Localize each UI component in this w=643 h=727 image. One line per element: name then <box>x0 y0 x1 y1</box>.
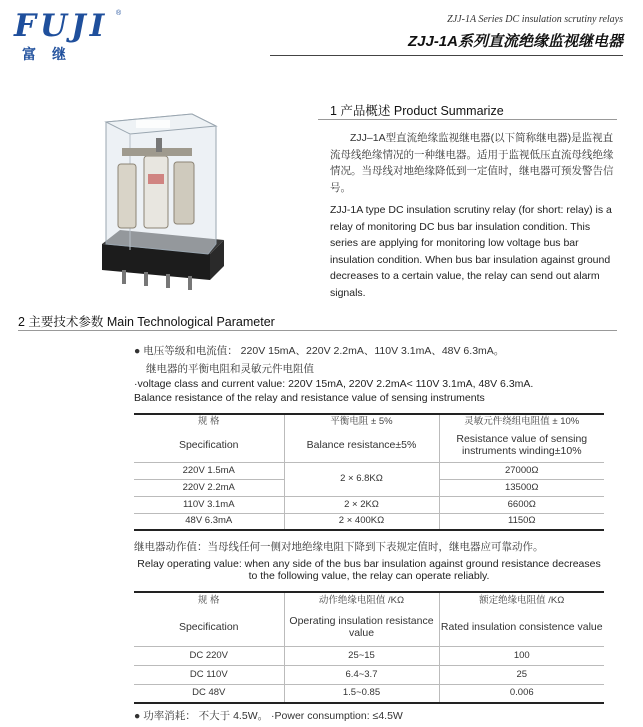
table-row <box>134 496 604 513</box>
section-2-title: 2 主要技术参数 Main Technological Parameter <box>18 315 275 329</box>
table-cell: DC 110V <box>134 665 284 684</box>
operating-value-english: Relay operating value: when any side of the bus bar insulation against ground resistance decreases to the following value, the relay can operate reliably. <box>137 558 601 582</box>
table-header-cn: 规 格 <box>134 592 284 608</box>
section-1-title: 1 产品概述 Product Summarize <box>330 104 504 118</box>
table-cell: 0.006 <box>439 684 604 703</box>
table-row <box>134 684 604 703</box>
table-header-cn: 额定绝缘电阻值 /KΩ <box>439 592 604 608</box>
table-row <box>134 513 604 530</box>
table-cell: 48V 6.3mA <box>134 513 284 530</box>
table-header-en: Operating insulation resistance value <box>284 608 439 646</box>
section-1-divider <box>318 119 617 120</box>
summary-english: ZJJ-1A type DC insulation scrutiny relay (for short: relay) is a relay of monitoring DC bus bar insulation condition. This series are applying for monitoring low voltage bus bar insulation condition. When bus bar insulation against ground decreases to a certain value, the relay can send out alarm signals. <box>330 204 612 299</box>
table-cell: 13500Ω <box>439 479 604 496</box>
power-consumption: ● 功率消耗： 不大于 4.5W。 ·Power consumption: ≤4.5W <box>134 710 403 722</box>
table-header-en: Rated insulation consistence value <box>439 608 604 646</box>
table-header-cn: 动作绝缘电阻值 /KΩ <box>284 592 439 608</box>
table-cell: 25~15 <box>284 646 439 665</box>
table-header-cn: 平衡电阻 ± 5% <box>284 414 439 428</box>
table-cell: 2 × 400KΩ <box>284 513 439 530</box>
table-header-cn: 灵敏元件绕组电阻值 ± 10% <box>439 414 604 428</box>
table-cell: 110V 3.1mA <box>134 496 284 513</box>
table-header-en: Specification <box>134 428 284 462</box>
table-cell: DC 220V <box>134 646 284 665</box>
table-row <box>134 462 604 479</box>
series-subtitle: ZJJ-1A Series DC insulation scrutiny relays <box>447 14 623 25</box>
table-header-en: Resistance value of sensing instruments winding±10% <box>439 428 604 462</box>
table-header-en: Specification <box>134 608 284 646</box>
registered-mark: ® <box>116 10 122 17</box>
relay-product-image <box>92 104 232 294</box>
table-cell: 100 <box>439 646 604 665</box>
table-cell: 6.4~3.7 <box>284 665 439 684</box>
header-divider <box>270 55 623 56</box>
voltage-class-english: ·voltage class and current value: 220V 15mA, 220V 2.2mA< 110V 3.1mA, 48V 6.3mA. <box>134 378 534 390</box>
table-cell: 25 <box>439 665 604 684</box>
summary-chinese: ZJJ–1A型直流绝缘监视继电器(以下简称继电器)是监视直流母线绝缘情况的一种继电器。适用于监视低压直流母线绝缘情况。当母线对地绝缘降低到一定值时，继电器可预发警告信号。 <box>330 132 614 194</box>
table-cell: DC 48V <box>134 684 284 703</box>
table-cell: 220V 1.5mA <box>134 462 284 479</box>
table-header-cn: 规 格 <box>134 414 284 428</box>
table-cell: 6600Ω <box>439 496 604 513</box>
fuji-logo <box>14 8 120 62</box>
voltage-class-chinese: ● 电压等级和电流值： 220V 15mA、220V 2.2mA、110V 3.1mA、48V 6.3mA。 <box>134 345 505 357</box>
balance-resistance-english: Balance resistance of the relay and resistance value of sensing instruments <box>134 392 485 404</box>
table-cell: 220V 2.2mA <box>134 479 284 496</box>
table-cell: 2 × 2KΩ <box>284 496 439 513</box>
table-cell: 1150Ω <box>439 513 604 530</box>
table-cell: 1.5~0.85 <box>284 684 439 703</box>
balance-resistance-chinese: 继电器的平衡电阻和灵敏元件电阻值 <box>146 363 314 375</box>
operating-value-chinese: 继电器动作值：当母线任何一侧对地绝缘电阻下降到下表规定值时，继电器应可靠动作。 <box>134 541 544 553</box>
logo-word: FUJI <box>14 8 109 44</box>
operating-value-table <box>134 591 604 704</box>
series-title: ZJJ-1A系列直流绝缘监视继电器 <box>407 33 623 50</box>
table-row <box>134 646 604 665</box>
section-2-divider <box>18 330 617 331</box>
balance-resistance-table <box>134 413 604 531</box>
table-cell: 2 × 6.8KΩ <box>284 462 439 496</box>
logo-chinese: 富继 <box>22 46 82 62</box>
table-row <box>134 665 604 684</box>
table-header-en: Balance resistance±5% <box>284 428 439 462</box>
table-cell: 27000Ω <box>439 462 604 479</box>
